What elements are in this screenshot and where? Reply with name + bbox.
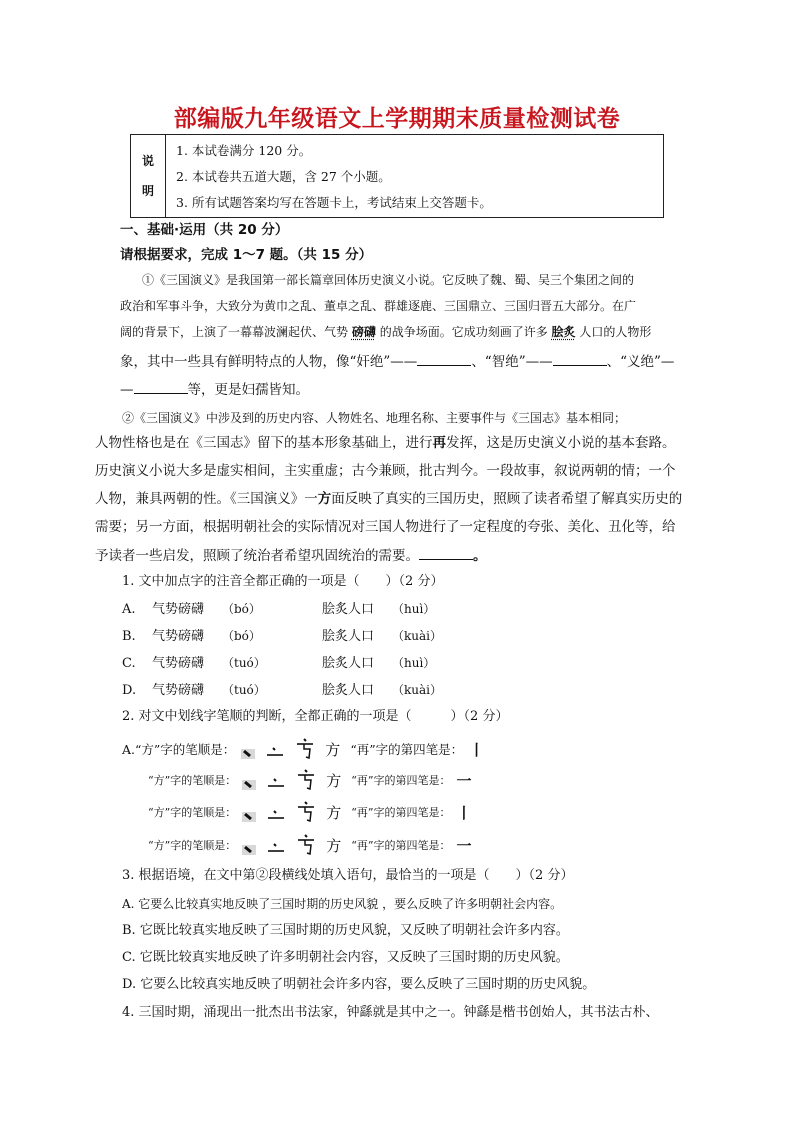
stroke-dot-icon: [242, 811, 256, 823]
option-letter: B.: [122, 629, 136, 644]
stroke-order-label: A.“方”字的笔顺是：: [122, 742, 236, 757]
stroke-step-icon: [296, 801, 316, 823]
fill-blank[interactable]: [419, 545, 473, 560]
option-pinyin: （tuó）: [222, 656, 266, 670]
option-word: 气势磅礴: [152, 683, 205, 698]
question-1-option-a[interactable]: [122, 599, 492, 620]
stroke-order-sequence: [242, 801, 341, 823]
text-segment: 予读者一些启发，照顾了统治者希望巩固统治的需要。: [95, 548, 419, 564]
passage2-line: 需要；另一方面，根据明朝社会的实际情况对三国人物进行了一定程度的夸张、美化、丑化等，给: [95, 519, 676, 535]
stroke-order-label: “方”字的笔顺是：: [148, 806, 237, 819]
fill-blank[interactable]: [134, 379, 188, 394]
passage2-line: 历史演义小说大多是虚实相间，主实重虚；古今兼顾，批古判今。一段故事，叙说两朝的情；一个: [95, 463, 676, 479]
instruction-item: 3. 所有试题答案均写在答题卡上，考试结束上交答题卡。: [176, 195, 492, 210]
question-1-option-b[interactable]: [122, 626, 492, 647]
stroke-answer: 丨: [469, 740, 485, 759]
text-segment: —: [120, 382, 134, 398]
instructions-label-char-1: 说: [141, 154, 154, 168]
stroke-step-icon: [266, 809, 286, 823]
underlined-char-zai: 再: [432, 435, 446, 451]
stroke-order-label: “方”字的笔顺是：: [148, 839, 237, 852]
text-segment: 的战争场面。它成功刻画了许多: [379, 325, 548, 339]
question-2-option-a[interactable]: [122, 735, 484, 763]
section-heading: 一、基础·运用（共 20 分）: [120, 222, 289, 238]
text-segment: 阔的背景下，上演了一幕幕波澜起伏、气势: [120, 325, 349, 339]
text-segment: 人口的人物形: [579, 325, 652, 339]
option-letter: C.: [122, 656, 136, 671]
passage2-line: [95, 433, 676, 453]
text-segment: 、“智绝”——: [471, 354, 553, 370]
dotted-word-pangbo: 磅礴: [351, 325, 376, 339]
fill-blank[interactable]: [417, 351, 471, 366]
option-word: 脍炙人口: [322, 629, 375, 644]
stroke-dot-icon: [242, 844, 256, 856]
exam-title: 部编版九年级语文上学期期末质量检测试卷: [173, 106, 621, 132]
question-2-option-b[interactable]: [148, 766, 472, 794]
option-pinyin: （bó）: [222, 629, 261, 643]
text-segment: 、“义绝”—: [606, 354, 675, 370]
question-2-option-c[interactable]: [148, 798, 472, 826]
option-word: 气势磅礴: [152, 656, 205, 671]
passage1-line: [120, 351, 674, 372]
stroke-final-char: 方: [326, 804, 342, 822]
instructions-label-char-2: 明: [141, 184, 154, 198]
option-pinyin: （tuó）: [222, 683, 266, 697]
option-pinyin: （huì）: [392, 656, 436, 670]
stroke-question-label: “再”字的第四笔是：: [350, 742, 464, 757]
question-1-stem: 1. 文中加点字的注音全都正确的一项是（ ）（2 分）: [122, 574, 444, 589]
stroke-dot-icon: [242, 779, 256, 791]
text-segment: 象，其中一些具有鲜明特点的人物，像“奸绝”——: [120, 354, 418, 370]
stroke-step-icon: [296, 769, 316, 791]
option-pinyin: （huì）: [392, 602, 436, 616]
instruction-item: 2. 本试卷共五道大题，含 27 个小题。: [176, 169, 391, 184]
question-4-stem: 4. 三国时期，涌现出一批杰出书法家，钟繇就是其中之一。钟繇是楷书创始人，其书法古朴、: [122, 1005, 659, 1020]
question-1-option-c[interactable]: [122, 653, 492, 674]
passage1-line: ①《三国演义》是我国第一部长篇章回体历史演义小说。它反映了魏、蜀、吴三个集团之间的: [142, 273, 635, 287]
option-word: 脍炙人口: [322, 656, 375, 671]
option-word: 气势磅礴: [152, 629, 205, 644]
fill-blank[interactable]: [553, 351, 607, 366]
text-segment: 发挥，这是历史演义小说的基本套路。: [446, 435, 676, 451]
stroke-step-icon: [266, 777, 286, 791]
question-3-option-d[interactable]: D. 它要么比较真实地反映了明朝社会许多内容，要么反映了三国时期的历史风貌。: [122, 977, 596, 992]
option-word: 脍炙人口: [322, 683, 375, 698]
passage1-line: [120, 322, 651, 342]
stroke-dot-icon: [241, 748, 255, 760]
option-pinyin: （kuài）: [392, 629, 442, 643]
passage2-line: [95, 545, 487, 566]
stroke-order-sequence: [242, 769, 341, 791]
stroke-order-sequence: [242, 834, 341, 856]
instructions-list: [166, 135, 663, 217]
option-letter: A.: [122, 602, 136, 617]
question-3-option-a[interactable]: A. 它要么比较真实地反映了三国时期的历史风貌 ，要么反映了许多明朝社会内容。: [122, 897, 563, 911]
question-1-option-d[interactable]: [122, 680, 492, 701]
stroke-order-label: “方”字的笔顺是：: [148, 774, 237, 787]
question-2-option-d[interactable]: [148, 831, 472, 859]
stroke-answer: 丨: [456, 803, 472, 822]
stroke-step-icon: [265, 746, 285, 760]
text-segment: 。: [473, 548, 487, 564]
option-pinyin: （bó）: [222, 602, 261, 616]
instructions-label: [131, 135, 166, 217]
question-2-stem: 2. 对文中划线字笔顺的判断，全都正确的一项是（ ）（2 分）: [122, 709, 509, 724]
dotted-word-kuaizhi: 脍炙: [551, 325, 576, 339]
passage1-line: [120, 379, 309, 400]
option-word: 气势磅礴: [152, 602, 205, 617]
text-segment: 等，更是妇孺皆知。: [187, 382, 309, 398]
text-segment: 人物性格也是在《三国志》留下的基本形象基础上，进行: [95, 435, 433, 451]
question-3-option-c[interactable]: C. 它既比较真实地反映了许多明朝社会内容，又反映了三国时期的历史风貌。: [122, 950, 569, 965]
text-segment: 人物，兼具两朝的性。《三国演义》一: [95, 491, 318, 507]
stroke-question-label: “再”字的第四笔是：: [351, 839, 451, 852]
stroke-question-label: “再”字的第四笔是：: [351, 774, 451, 787]
stroke-step-icon: [296, 834, 316, 856]
stroke-final-char: 方: [326, 772, 342, 790]
stroke-step-icon: [295, 738, 315, 760]
underlined-char-fang: 方: [317, 491, 332, 507]
passage2-line: ②《三国演义》中涉及到的历史内容、人物姓名、地理名称、主要事件与《三国志》基本相同；: [122, 411, 627, 425]
question-3-option-b[interactable]: B. 它既比较真实地反映了三国时期的历史风貌，又反映了明朝社会许多内容。: [122, 923, 569, 938]
option-pinyin: （kuài）: [392, 683, 442, 697]
stroke-final-char: 方: [326, 837, 342, 855]
section-instruction: 请根据要求，完成 1～7 题。（共 15 分）: [120, 247, 373, 263]
stroke-answer: 一: [456, 771, 472, 790]
stroke-order-sequence: [241, 738, 340, 760]
text-segment: 面反映了真实的三国历史，照顾了读者希望了解真实历史的: [331, 491, 683, 507]
passage1-line: 政治和军事斗争，大致分为黄巾之乱、董卓之乱、群雄逐鹿、三国鼎立、三国归晋五大部分。在广: [120, 299, 637, 313]
passage2-line: [95, 489, 682, 509]
option-letter: D.: [122, 683, 137, 698]
stroke-question-label: “再”字的第四笔是：: [351, 806, 451, 819]
instruction-item: 1. 本试卷满分 120 分。: [176, 143, 312, 158]
question-3-stem: 3. 根据语境，在文中第②段横线处填入语句，最恰当的一项是（ ）（2 分）: [122, 868, 574, 883]
instructions-box: [130, 134, 664, 218]
stroke-answer: 一: [456, 836, 472, 855]
stroke-step-icon: [266, 842, 286, 856]
option-word: 脍炙人口: [322, 602, 375, 617]
stroke-final-char: 方: [325, 741, 341, 759]
